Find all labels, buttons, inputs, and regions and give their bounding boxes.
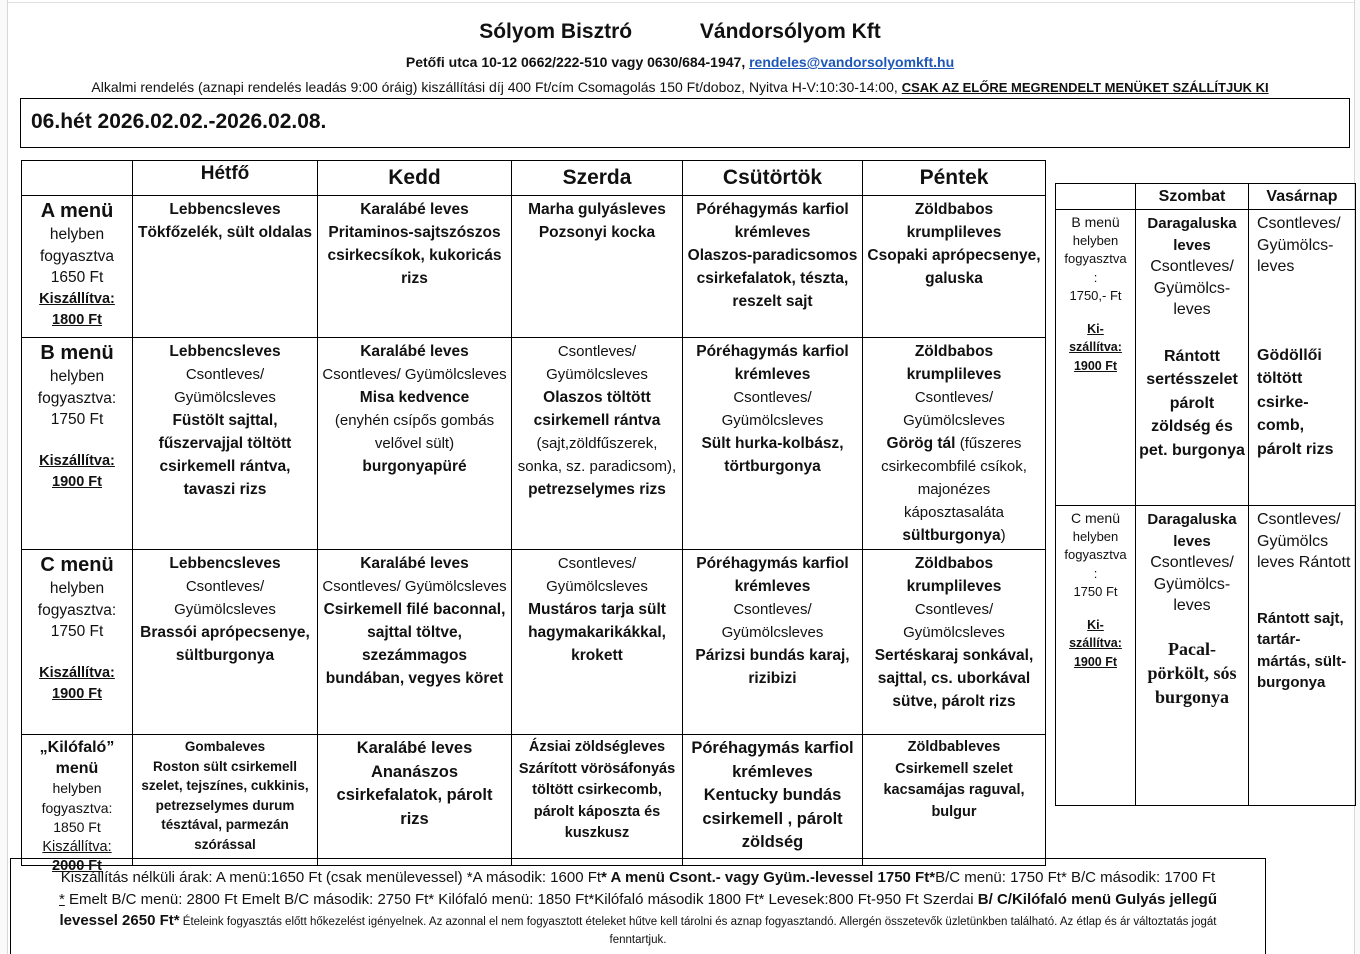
menu-cell bbox=[863, 735, 1046, 866]
delivery-price: 1800 Ft bbox=[52, 312, 102, 328]
soup: Zöldbabos krumplileves bbox=[906, 555, 1002, 595]
spacer bbox=[26, 431, 128, 451]
table-row-a-menu bbox=[22, 196, 1046, 338]
footer-line-3 bbox=[21, 911, 1255, 932]
alt-soup: Csontleves/ Gyümölcsleves bbox=[903, 601, 1005, 641]
main-dish: Pritaminos-sajtszószos csirkecsíkok, kukoricás rizs bbox=[327, 224, 502, 287]
menu-cell bbox=[683, 550, 863, 735]
col-header-kedd: Kedd bbox=[318, 161, 512, 196]
menu-cell bbox=[512, 735, 683, 866]
delivery-price: 1900 Ft bbox=[1073, 654, 1118, 669]
window-top-edge bbox=[0, 0, 1360, 3]
delivery-label: Ki- bbox=[1087, 321, 1104, 336]
menu-name: C menü bbox=[1070, 510, 1121, 526]
footer-text-bold: * A menü Csont.- vagy Gyüm.-levessel 1750 Ft* bbox=[601, 869, 936, 886]
side-dish: sültburgonya bbox=[902, 527, 1001, 544]
menu-cell bbox=[683, 735, 863, 866]
menu-kilofalo-header bbox=[22, 735, 133, 874]
menu-b-header bbox=[22, 338, 133, 550]
spacer bbox=[1257, 278, 1352, 344]
local-label: helyben bbox=[49, 368, 105, 385]
local-price: 1650 Ft bbox=[50, 269, 104, 286]
menu-a-header bbox=[22, 196, 133, 338]
local-label: helyben bbox=[1072, 528, 1119, 544]
main-dish: Füstölt sajttal, fűszervajjal töltött csirkemell rántva, tavaszi rizs bbox=[158, 412, 292, 498]
table-header-row bbox=[22, 161, 1046, 196]
footer-disclaimer: Ételeink fogyasztás előtt hőkezelést igényelnek. Az azonnal el nem fogyasztott ételeket hűtve kell tárolni és aznap fogyasztandó. Allergén összetevők üzletünkben található. Az étlap és ár változtatás jogát bbox=[179, 916, 1217, 928]
weekend-menu-b-header bbox=[1056, 210, 1136, 506]
main-dish: Csopaki aprópecsenye, galuska bbox=[867, 247, 1041, 287]
local-label: fogyasztva bbox=[39, 247, 115, 265]
main-dish: Sertéskaraj sonkával, sajttal, cs. uborkával sütve, párolt rizs bbox=[874, 647, 1034, 710]
menu-cell bbox=[863, 196, 1046, 338]
menu-cell bbox=[318, 550, 512, 735]
colon: : bbox=[1093, 565, 1098, 581]
order-info-line bbox=[0, 79, 1360, 95]
menu-name: „Kilófaló” bbox=[39, 739, 115, 756]
local-label: fogyasztva: bbox=[41, 799, 113, 816]
side-dish-close: ) bbox=[1000, 527, 1006, 544]
local-label: helyben bbox=[49, 580, 105, 597]
main-dish-note: (enyhén csípős gombás velővel sült) bbox=[334, 412, 495, 452]
email-link[interactable]: rendeles@vandorsolyomkft.hu bbox=[749, 54, 955, 70]
main-dish: Csirkemell szelet kacsamájas raguval, bulgur bbox=[883, 760, 1025, 820]
order-notice: CSAK AZ ELŐRE MEGRENDELT MENÜKET SZÁLLÍTJUK KI bbox=[901, 80, 1269, 95]
spacer bbox=[1139, 617, 1245, 637]
main-dish: Mustáros tarja sült hagymakarikákkal, krokett bbox=[528, 601, 666, 664]
soup: Karalábé leves bbox=[360, 343, 469, 360]
spacer bbox=[1059, 602, 1132, 616]
main-dish: Misa kedvence bbox=[359, 389, 470, 406]
corner-cell bbox=[1056, 184, 1136, 210]
col-header-vasarnap: Vasárnap bbox=[1249, 184, 1356, 210]
main-dish: Csirkemell filé baconnal, sajttal töltve, szezámmagos bundában, vegyes köret bbox=[323, 601, 506, 687]
soup: Daragaluska leves bbox=[1147, 511, 1237, 550]
menu-cell-sunday bbox=[1249, 210, 1356, 506]
menu-cell-saturday bbox=[1136, 210, 1249, 506]
soup: Ázsiai zöldségleves bbox=[528, 739, 666, 755]
alt-soup: Csontleves/ Gyümölcs-leves bbox=[1150, 554, 1234, 614]
footer-text-bold: levessel 2650 Ft* bbox=[59, 912, 180, 929]
alt-soup: Csontleves/ Gyümölcsleves bbox=[174, 578, 276, 618]
week-box bbox=[20, 98, 1350, 148]
local-label: fogyasztva: bbox=[37, 389, 117, 407]
delivery-price: 2000 Ft bbox=[52, 858, 102, 874]
local-price: 1750 Ft bbox=[50, 411, 104, 428]
menu-cell bbox=[512, 338, 683, 550]
alt-soup: Csontleves/ Gyümölcsleves bbox=[903, 389, 1005, 429]
footer-line-1 bbox=[21, 867, 1255, 889]
main-dish: Kentucky bundás csirkemell , párolt zöldség bbox=[702, 786, 843, 851]
soup: Lebbencsleves bbox=[169, 343, 281, 360]
soup: Póréhagymás karfiol krémleves bbox=[691, 739, 854, 781]
footer-text: B/C menü: 1750 Ft* B/C második: 1700 Ft bbox=[935, 869, 1216, 886]
menu-cell-saturday bbox=[1136, 506, 1249, 806]
table-row-weekend-c-menu bbox=[1056, 506, 1356, 806]
table-row-b-menu bbox=[22, 338, 1046, 550]
soup: Marha gulyásleves bbox=[528, 201, 666, 218]
soup: Póréhagymás karfiol krémleves bbox=[696, 343, 849, 383]
menu-cell bbox=[683, 196, 863, 338]
menu-cell bbox=[318, 338, 512, 550]
main-dish: Görög tál bbox=[886, 435, 956, 452]
main-dish: Rántott sertésszelet párolt zöldség és pet. burgonya bbox=[1139, 347, 1245, 459]
menu-cell bbox=[133, 735, 318, 866]
menu-cell bbox=[683, 338, 863, 550]
local-price: 1750,- Ft bbox=[1069, 288, 1122, 303]
main-dish: Párizsi bundás karaj, rizibizi bbox=[695, 647, 850, 687]
soup: Karalábé leves bbox=[360, 555, 469, 572]
table-row-weekend-b-menu bbox=[1056, 210, 1356, 506]
footer-line-4: fenntartjuk. bbox=[609, 934, 667, 946]
menu-cell bbox=[133, 338, 318, 550]
menu-cell bbox=[318, 735, 512, 866]
delivery-label: Kiszállítva: bbox=[39, 290, 115, 307]
order-info-text: Alkalmi rendelés (aznapi rendelés leadás 9:00 óráig) kiszállítási díj 400 Ft/cím Csomagolás 150 Ft/doboz, Nyitva H-V:10:30-14:00, bbox=[91, 79, 898, 95]
main-dish: Olaszos töltött csirkemell rántva bbox=[533, 389, 661, 429]
alt-soup: Csontleves/ Gyümölcsleves bbox=[174, 366, 276, 406]
local-label: fogyasztva: bbox=[37, 601, 117, 619]
local-price: 1750 Ft bbox=[50, 623, 104, 640]
address-phone: Petőfi utca 10-12 0662/222-510 vagy 0630/684-1947, bbox=[405, 54, 746, 70]
footer-text-bold: B/ C/Kilófaló menü Gulyás jellegű bbox=[977, 891, 1217, 908]
company-name: Vándorsólyom Kft bbox=[699, 20, 881, 43]
menu-name: B menü bbox=[40, 342, 114, 364]
delivery-label: Ki- bbox=[1087, 617, 1104, 632]
col-header-csutortok: Csütörtök bbox=[683, 161, 863, 196]
footer-star: * bbox=[58, 891, 65, 908]
price-footer bbox=[10, 858, 1266, 954]
page-title bbox=[0, 20, 1360, 44]
soup: Lebbencsleves bbox=[169, 201, 281, 218]
local-label: helyben bbox=[1072, 232, 1119, 248]
local-label: helyben bbox=[52, 780, 102, 796]
alt-soup: Csontleves/ Gyümölcsleves bbox=[721, 601, 824, 641]
alt-soup: Csontleves/ Gyümölcs-leves bbox=[1150, 258, 1234, 318]
local-price: 1850 Ft bbox=[53, 819, 101, 835]
contact-line bbox=[0, 54, 1360, 70]
menu-cell bbox=[133, 550, 318, 735]
menu-cell bbox=[318, 196, 512, 338]
local-price: 1750 Ft bbox=[1073, 584, 1118, 599]
weekend-menu-table bbox=[1055, 183, 1356, 806]
col-header-pentek: Péntek bbox=[863, 161, 1046, 196]
delivery-label: Kiszállítva: bbox=[39, 452, 115, 469]
alt-soup: Csontleves/ Gyümölcsleves bbox=[322, 578, 507, 595]
local-label: fogyasztva bbox=[1064, 547, 1127, 562]
weekday-menu-table bbox=[21, 160, 1046, 874]
soup: Póréhagymás karfiol krémleves bbox=[696, 555, 849, 595]
delivery-label: Kiszállítva: bbox=[39, 664, 115, 681]
menu-cell-sunday bbox=[1249, 506, 1356, 806]
spacer bbox=[1257, 574, 1352, 608]
alt-soup: Csontleves/ Gyümölcsleves bbox=[721, 389, 824, 429]
menu-name: B menü bbox=[1071, 214, 1120, 230]
main-dish-note: (sajt,zöldfűszerek, sonka, sz. paradicsom), bbox=[517, 435, 677, 475]
soup: Zöldbabos krumplileves bbox=[906, 201, 1002, 241]
delivery-label: szállítva: bbox=[1069, 636, 1122, 650]
alt-soup: Csontleves/ Gyümölcsleves bbox=[322, 366, 507, 383]
main-dish: Roston sült csirkemell szelet, tejszínes, cukkinis, petrezselymes durum tésztával, parmezán szórással bbox=[141, 758, 309, 852]
footer-text: Emelt B/C menü: 2800 Ft Emelt B/C második: 2750 Ft* Kilófaló menü: 1850 Ft*Kilófaló második 1800 Ft* Levesek:800 Ft-950 Ft Szerdai bbox=[64, 891, 978, 908]
menu-name-2: menü bbox=[55, 760, 99, 777]
main-dish: Rántott sajt, tartár-mártás, sült-burgonya bbox=[1257, 609, 1347, 691]
main-dish: Pozsonyi kocka bbox=[538, 224, 656, 241]
table-header-row bbox=[1056, 184, 1356, 210]
soup: Gombaleves bbox=[184, 739, 266, 754]
menu-cell bbox=[863, 338, 1046, 550]
spacer bbox=[1139, 321, 1245, 345]
soup: Karalábé leves bbox=[360, 201, 469, 218]
delivery-price: 1900 Ft bbox=[52, 686, 102, 702]
menu-c-header bbox=[22, 550, 133, 735]
main-dish: Olaszos-paradicsomos csirkefalatok, tészta, reszelt sajt bbox=[687, 247, 858, 310]
menu-cell bbox=[863, 550, 1046, 735]
colon: : bbox=[1093, 269, 1098, 285]
main-dish: Tökfőzelék, sült oldalas bbox=[138, 224, 312, 241]
col-header-szerda: Szerda bbox=[512, 161, 683, 196]
table-row-c-menu bbox=[22, 550, 1046, 735]
delivery-label: szállítva: bbox=[1069, 340, 1122, 354]
weekend-menu-c-header bbox=[1056, 506, 1136, 806]
main-dish: Szárított vörösáfonyás töltött csirkecomb, párolt káposzta és kuszkusz bbox=[518, 760, 676, 841]
menu-cell bbox=[512, 196, 683, 338]
col-header-hetfo: Hétfő bbox=[133, 161, 318, 196]
menu-cell bbox=[133, 196, 318, 338]
restaurant-name: Sólyom Bisztró bbox=[479, 20, 633, 43]
soup: Karalábé leves bbox=[356, 739, 473, 757]
alt-soup: Csontleves/ Gyümölcsleves bbox=[546, 555, 648, 595]
soup: Zöldbableves bbox=[907, 739, 1001, 755]
window-left-edge bbox=[0, 0, 8, 954]
delivery-price: 1900 Ft bbox=[52, 474, 102, 490]
main-dish: Gödöllői töltött csirke-comb, párolt rizs bbox=[1257, 346, 1334, 458]
col-header-szombat: Szombat bbox=[1136, 184, 1249, 210]
menu-name: A menü bbox=[40, 200, 114, 222]
main-dish: Sült hurka-kolbász, törtburgonya bbox=[701, 435, 844, 475]
main-dish: Ananászos csirkefalatok, párolt rizs bbox=[336, 762, 493, 828]
local-label: fogyasztva bbox=[1064, 251, 1127, 266]
footer-line-2 bbox=[21, 889, 1255, 911]
main-dish: Brassói aprópecsenye, sültburgonya bbox=[140, 624, 310, 664]
soup: Zöldbabos krumplileves bbox=[906, 343, 1002, 383]
alt-soup: Csontleves/ Gyümölcs-leves bbox=[1257, 215, 1341, 275]
side-dish: burgonyapüré bbox=[362, 458, 467, 475]
table-row-kilofalo-menu bbox=[22, 735, 1046, 866]
corner-cell bbox=[22, 161, 133, 196]
alt-soup: Csontleves/ Gyümölcs leves Rántott bbox=[1257, 511, 1351, 571]
menu-cell bbox=[512, 550, 683, 735]
week-label: 06.hét 2026.02.02.-2026.02.08. bbox=[31, 110, 327, 133]
side-dish: petrezselymes rizs bbox=[528, 481, 666, 498]
soup: Lebbencsleves bbox=[169, 555, 281, 572]
main-dish-note: (fűszeres csirkecombfilé csíkok, majonézes káposztasaláta bbox=[881, 435, 1027, 521]
soup: Daragaluska leves bbox=[1147, 215, 1237, 254]
main-dish: Pacal-pörkölt, sós burgonya bbox=[1147, 638, 1237, 707]
alt-soup: Csontleves/ Gyümölcsleves bbox=[546, 343, 648, 383]
soup: Póréhagymás karfiol krémleves bbox=[696, 201, 849, 241]
menu-name: C menü bbox=[40, 554, 114, 576]
delivery-price: 1900 Ft bbox=[1073, 358, 1118, 373]
local-label: helyben bbox=[49, 226, 105, 243]
delivery-label: Kiszállítva: bbox=[42, 838, 112, 855]
spacer bbox=[1059, 306, 1132, 320]
footer-text: Kiszállítás nélküli árak: A menü:1650 Ft (csak menülevessel) *A második: 1600 Ft bbox=[60, 869, 602, 886]
spacer bbox=[26, 643, 128, 663]
